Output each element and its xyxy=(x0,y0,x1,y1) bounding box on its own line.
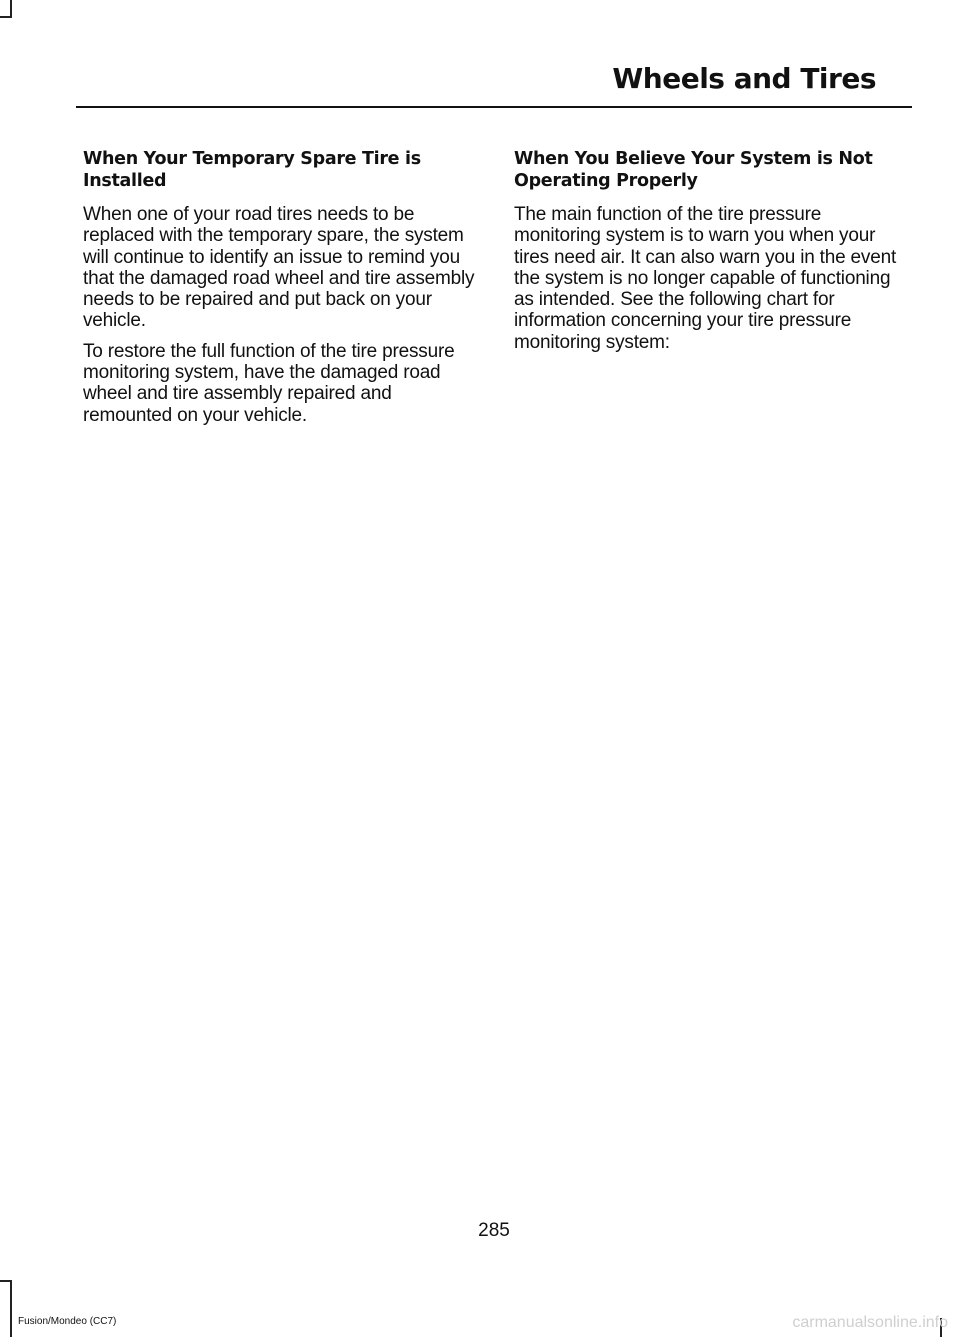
paragraph-spare-tire-1: When one of your road tires needs to be replaced with the temporary spare, the system will continue to identify an issue to remind you that the damaged road wheel and tire assembly needs to be repaired and put back on your vehicle. xyxy=(83,204,475,332)
section-heading-spare-tire: When Your Temporary Spare Tire is Installed xyxy=(83,149,421,191)
section-heading-system-not-operating: When You Believe Your System is Not Operating Properly xyxy=(514,149,873,191)
paragraph-spare-tire-2: To restore the full function of the tire pressure monitoring system, have the damaged road wheel and tire assembly repaired and remounted on your vehicle. xyxy=(83,340,455,426)
title-divider xyxy=(76,106,912,108)
left-column xyxy=(83,148,475,435)
page-number: 285 xyxy=(478,1220,510,1241)
crop-mark-top-left-horizontal xyxy=(0,16,12,18)
footer-model-name: Fusion/Mondeo (CC7) xyxy=(18,1316,117,1327)
crop-mark-bottom-left-horizontal xyxy=(0,1280,12,1282)
page-title: Wheels and Tires xyxy=(612,62,876,95)
footer-watermark: carmanualsonline.info xyxy=(792,1314,948,1331)
right-column xyxy=(514,148,906,362)
paragraph-system-not-operating-1: The main function of the tire pressure monitoring system is to warn you when your tires need air. It can also warn you in the event the system is no longer capable of functioning as intended. See the following chart for information concerning your tire pressure monitoring system: xyxy=(514,204,897,353)
crop-mark-bottom-left-vertical xyxy=(10,1280,12,1337)
